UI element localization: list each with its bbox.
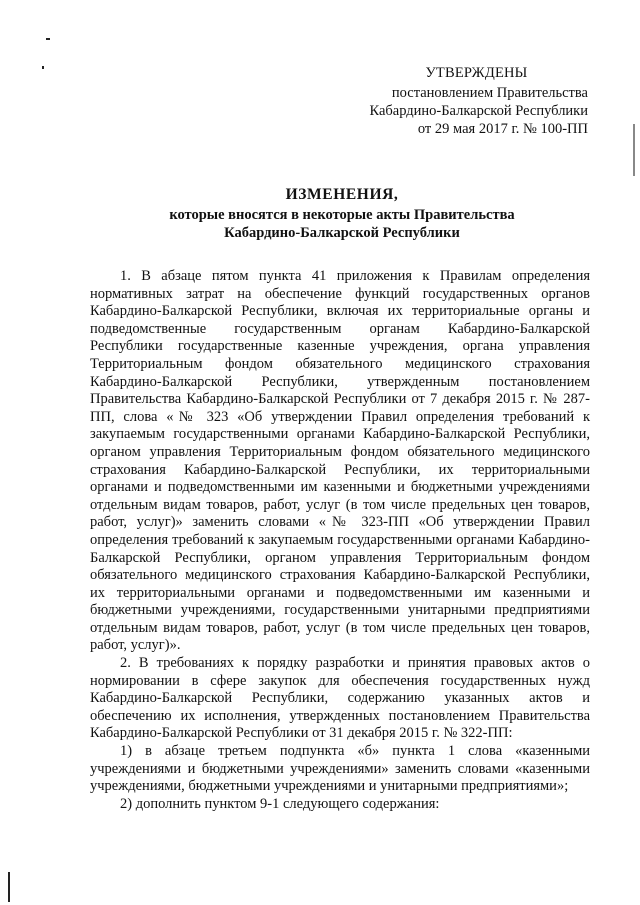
paragraph: 1) в абзаце третьем подпункта «б» пункта 1 слова «казенными учреждениями и бюджетными учреждениями» заменить словами «казенными учреждениями, бюджетными учреждениями и унитарными предприятиями»; xyxy=(90,743,590,795)
scan-edge-mark xyxy=(633,124,635,176)
document-body xyxy=(90,268,590,813)
paragraph: 2) дополнить пунктом 9-1 следующего содержания: xyxy=(120,795,440,812)
scan-edge-mark xyxy=(8,872,10,902)
heading-subtitle-line: которые вносятся в некоторые акты Правительства xyxy=(169,207,515,223)
approval-line: Кабардино-Балкарской Республики xyxy=(369,103,588,119)
paragraph: 1. В абзаце пятом пункта 41 приложения к Правилам определения нормативных затрат на обеспечение функций государственных органов Кабардино-Балкарской Республики, включая их территориальные органы и подведомственные государственным органам Кабардино-Балкарской Республики государственные казенные учреждения, органа управления Территориальным фондом обязательного медицинского страхования Кабардино-Балкарской Республики, утвержденным постановлением Правительства Кабардино-Балкарской Республики от 7 декабря 2015 г. № 287-ПП, слова «№ 323 «Об утверждении Правил определения требований к закупаемым государственными органами Кабардино-Балкарской Республики, органом управления Территориальным фондом обязательного медицинского страхования Кабардино-Балкарской Республики, их территориальными органами и подведомственными им казенными и бюджетными учреждениями отдельным видам товаров, работ, услуг (в том числе предельных цен товаров, работ, услуг)» заменить словами «№ 323-ПП «Об утверждении Правил определения требований к закупаемым государственными органами Кабардино-Балкарской Республики, органом управления Территориальным фондом обязательного медицинского страхования Кабардино-Балкарской Республики, их территориальными органами и подведомственными им казенными и бюджетными учреждениями, государственными унитарными предприятиями отдельным видам товаров, работ, услуг (в том числе предельных цен товаров, работ, услуг)». xyxy=(90,268,590,654)
scan-speck xyxy=(42,66,44,69)
approval-title: УТВЕРЖДЕНЫ xyxy=(425,65,528,81)
approval-block xyxy=(369,64,588,138)
heading-title: ИЗМЕНЕНИЯ, xyxy=(285,186,399,203)
scan-speck xyxy=(46,38,50,40)
approval-date-line: от 29 мая 2017 г. № 100-ПП xyxy=(417,121,588,137)
approval-line: постановлением Правительства xyxy=(391,85,588,101)
paragraph: 2. В требованиях к порядку разработки и принятия правовых актов о нормировании в сфере закупок для обеспечения государственных нужд Кабардино-Балкарской Республики, содержанию указанных актов и обеспечению их исполнения, утвержденных постановлением Правительства Кабардино-Балкарской Республики от 31 декабря 2015 г. № 322-ПП: xyxy=(90,655,590,742)
heading-subtitle-line: Кабардино-Балкарской Республики xyxy=(224,225,460,241)
document-heading xyxy=(0,186,640,242)
